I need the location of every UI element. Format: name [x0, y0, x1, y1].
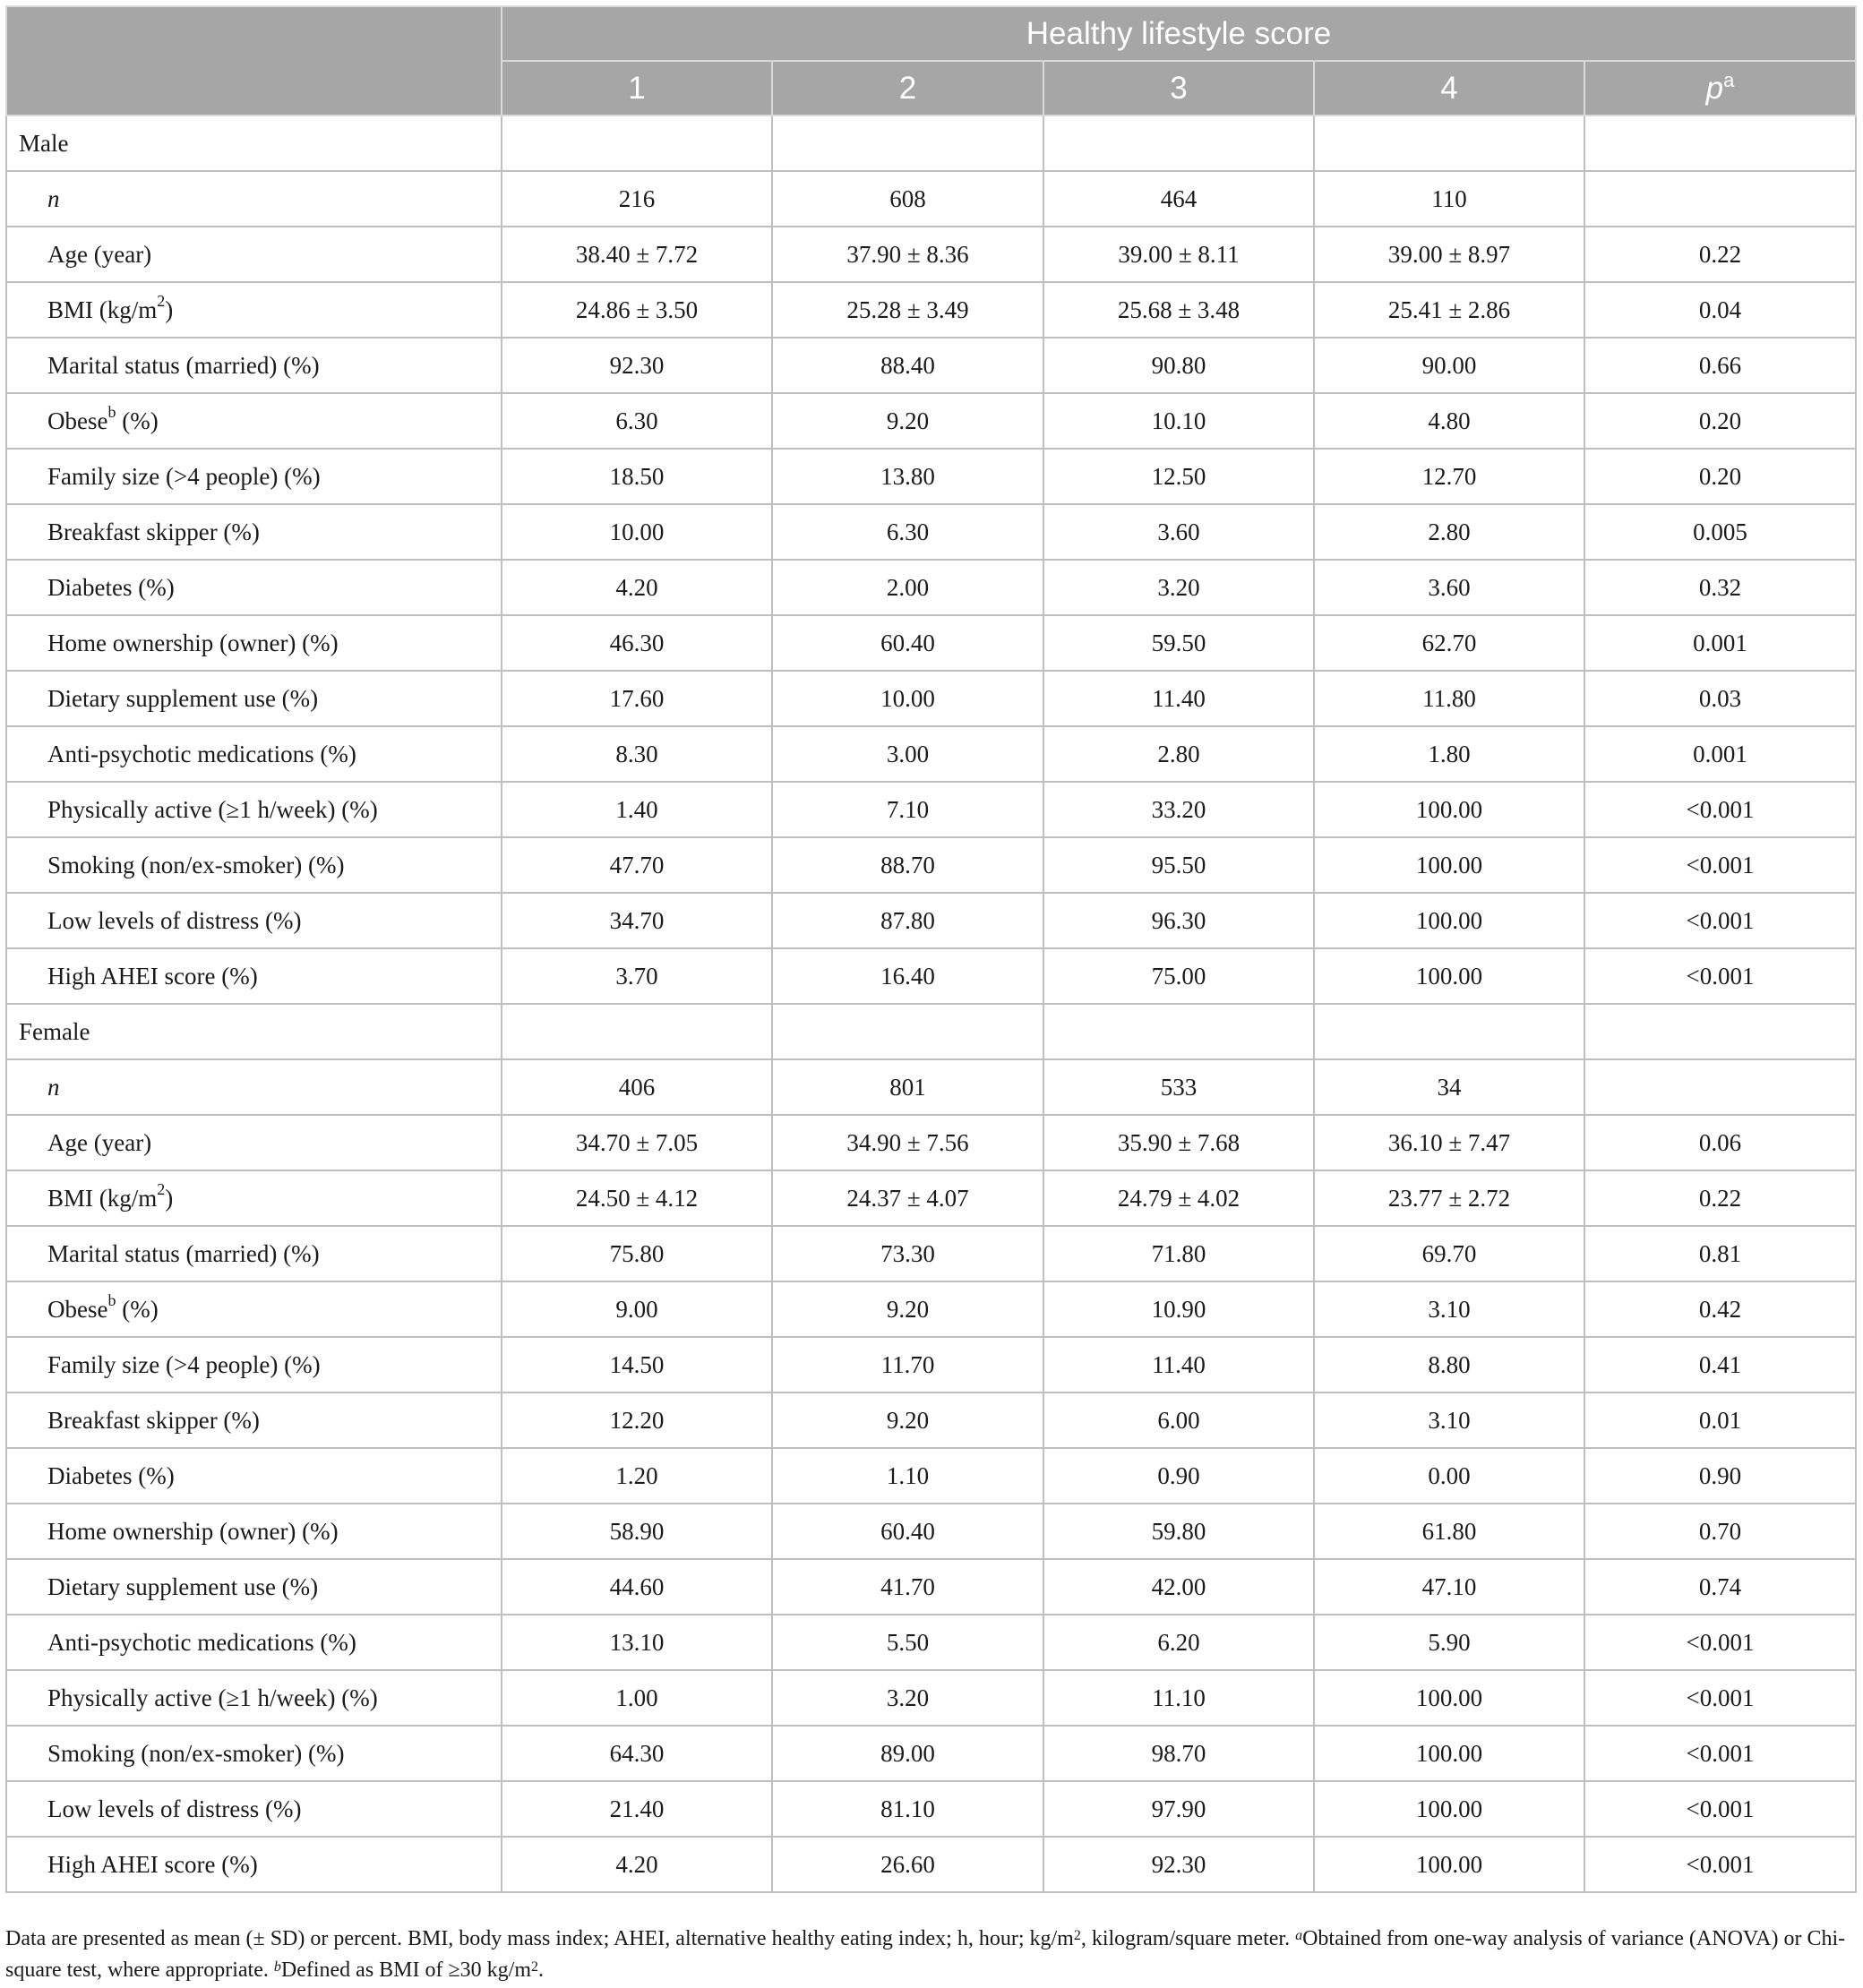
table-header: [6, 6, 1856, 116]
p-value-cell: 0.005: [1584, 504, 1856, 560]
score-4-cell: 0.00: [1314, 1448, 1584, 1504]
table-row: [6, 1726, 1856, 1781]
row-label-text: Low levels of distress (%): [47, 906, 302, 934]
table-row: [6, 1392, 1856, 1448]
score-3-cell: 10.10: [1043, 393, 1314, 449]
row-label-suffix: ): [165, 1184, 174, 1212]
header-row-group: [6, 6, 1856, 61]
score-4-cell: 100.00: [1314, 782, 1584, 837]
row-label: [6, 1115, 502, 1170]
table-body: [6, 116, 1856, 1892]
score-3-cell: 92.30: [1043, 1837, 1314, 1892]
row-label-suffix: ): [165, 296, 174, 323]
score-3-cell: 35.90 ± 7.68: [1043, 1115, 1314, 1170]
score-3-cell: 25.68 ± 3.48: [1043, 282, 1314, 338]
table-row: [6, 615, 1856, 671]
row-label: [6, 393, 502, 449]
row-label-text: Diabetes (%): [47, 573, 175, 601]
p-value-cell: <0.001: [1584, 782, 1856, 837]
row-label: [6, 893, 502, 948]
table-row: [6, 282, 1856, 338]
row-label-text: Dietary supplement use (%): [47, 684, 319, 712]
score-4-cell: 100.00: [1314, 893, 1584, 948]
score-2-cell: 41.70: [772, 1559, 1043, 1615]
row-label-text: Anti-psychotic medications (%): [47, 1628, 356, 1656]
header-col-2: 2: [772, 61, 1043, 116]
score-3-cell: 3.60: [1043, 504, 1314, 560]
row-label-text: Anti-psychotic medications (%): [47, 740, 356, 767]
score-2-cell: 60.40: [772, 615, 1043, 671]
row-label-text: Smoking (non/ex-smoker) (%): [47, 851, 345, 878]
table-row: [6, 338, 1856, 393]
score-4-cell: 25.41 ± 2.86: [1314, 282, 1584, 338]
score-4-cell: 3.10: [1314, 1392, 1584, 1448]
empty-cell: [1584, 1004, 1856, 1059]
p-value-cell: [1584, 171, 1856, 227]
row-label-text: Obese: [47, 1295, 108, 1323]
row-label: [6, 449, 502, 504]
score-4-cell: 110: [1314, 171, 1584, 227]
score-3-cell: 6.20: [1043, 1615, 1314, 1670]
row-label-text: Breakfast skipper (%): [47, 518, 260, 545]
score-2-cell: 5.50: [772, 1615, 1043, 1670]
score-2-cell: 3.20: [772, 1670, 1043, 1726]
score-1-cell: 18.50: [502, 449, 772, 504]
row-label-sup: 2: [157, 291, 166, 310]
score-3-cell: 0.90: [1043, 1448, 1314, 1504]
score-4-cell: 90.00: [1314, 338, 1584, 393]
score-3-cell: 6.00: [1043, 1392, 1314, 1448]
score-2-cell: 25.28 ± 3.49: [772, 282, 1043, 338]
p-value-cell: <0.001: [1584, 1837, 1856, 1892]
score-4-cell: 100.00: [1314, 837, 1584, 893]
row-label: [6, 1837, 502, 1892]
row-label-text: BMI (kg/m: [47, 1184, 158, 1212]
table-row: [6, 837, 1856, 893]
p-value-cell: 0.42: [1584, 1281, 1856, 1337]
score-4-cell: 100.00: [1314, 1670, 1584, 1726]
table-row: [6, 1670, 1856, 1726]
row-label-text: Obese: [47, 407, 108, 434]
score-4-cell: 12.70: [1314, 449, 1584, 504]
p-value-cell: <0.001: [1584, 1781, 1856, 1837]
table-row: [6, 1559, 1856, 1615]
empty-cell: [1314, 116, 1584, 171]
p-value-cell: 0.41: [1584, 1337, 1856, 1392]
empty-cell: [772, 1004, 1043, 1059]
p-value-cell: <0.001: [1584, 1726, 1856, 1781]
row-label-text: Home ownership (owner) (%): [47, 629, 339, 656]
footnote-text-3: Obtained from one-way analysis of variance (ANOVA) or Chi-square test, where appropriate.: [5, 1927, 1846, 1982]
score-3-cell: 90.80: [1043, 338, 1314, 393]
footnote-sup-1: 2: [1073, 1928, 1081, 1943]
row-label-text: Dietary supplement use (%): [47, 1572, 319, 1600]
score-3-cell: 24.79 ± 4.02: [1043, 1170, 1314, 1226]
score-4-cell: 100.00: [1314, 948, 1584, 1004]
table-row: [6, 948, 1856, 1004]
row-label-suffix: (%): [116, 1295, 159, 1323]
score-3-cell: 11.40: [1043, 1337, 1314, 1392]
header-p-sup: a: [1723, 68, 1735, 91]
table-row: [6, 1337, 1856, 1392]
header-corner-cell: [6, 6, 502, 116]
header-col-3: 3: [1043, 61, 1314, 116]
p-value-cell: 0.66: [1584, 338, 1856, 393]
score-2-cell: 16.40: [772, 948, 1043, 1004]
p-value-cell: 0.001: [1584, 615, 1856, 671]
row-label-text: Physically active (≥1 h/week) (%): [47, 1684, 378, 1711]
table-row: [6, 893, 1856, 948]
section-row-female: [6, 1004, 1856, 1059]
score-1-cell: 17.60: [502, 671, 772, 726]
score-1-cell: 58.90: [502, 1504, 772, 1559]
score-1-cell: 21.40: [502, 1781, 772, 1837]
empty-cell: [1584, 116, 1856, 171]
score-2-cell: 10.00: [772, 671, 1043, 726]
row-label: [6, 282, 502, 338]
score-2-cell: 2.00: [772, 560, 1043, 615]
score-1-cell: 12.20: [502, 1392, 772, 1448]
score-1-cell: 64.30: [502, 1726, 772, 1781]
score-3-cell: 42.00: [1043, 1559, 1314, 1615]
row-label-text: Marital status (married) (%): [47, 1239, 320, 1267]
score-4-cell: 100.00: [1314, 1837, 1584, 1892]
p-value-cell: 0.06: [1584, 1115, 1856, 1170]
section-label: Female: [6, 1004, 502, 1059]
row-label-text: Diabetes (%): [47, 1461, 175, 1489]
table-row: [6, 393, 1856, 449]
row-label-text: Family size (>4 people) (%): [47, 462, 321, 490]
score-2-cell: 88.40: [772, 338, 1043, 393]
score-1-cell: 1.20: [502, 1448, 772, 1504]
footnote-text-5: .: [538, 1958, 545, 1982]
row-label: [6, 504, 502, 560]
score-1-cell: 216: [502, 171, 772, 227]
score-4-cell: 36.10 ± 7.47: [1314, 1115, 1584, 1170]
p-value-cell: [1584, 1059, 1856, 1115]
row-label-text: Family size (>4 people) (%): [47, 1350, 321, 1378]
score-2-cell: 37.90 ± 8.36: [772, 227, 1043, 282]
row-label-sup: b: [107, 1290, 116, 1309]
table-row: [6, 1059, 1856, 1115]
score-3-cell: 96.30: [1043, 893, 1314, 948]
score-4-cell: 5.90: [1314, 1615, 1584, 1670]
score-1-cell: 9.00: [502, 1281, 772, 1337]
score-3-cell: 33.20: [1043, 782, 1314, 837]
row-label: [6, 1504, 502, 1559]
score-2-cell: 26.60: [772, 1837, 1043, 1892]
score-3-cell: 3.20: [1043, 560, 1314, 615]
p-value-cell: <0.001: [1584, 837, 1856, 893]
table-row: [6, 671, 1856, 726]
score-4-cell: 100.00: [1314, 1726, 1584, 1781]
score-4-cell: 8.80: [1314, 1337, 1584, 1392]
row-label: [6, 948, 502, 1004]
p-value-cell: 0.81: [1584, 1226, 1856, 1281]
p-value-cell: 0.20: [1584, 449, 1856, 504]
row-label-text: Smoking (non/ex-smoker) (%): [47, 1739, 345, 1767]
row-label: [6, 171, 502, 227]
row-label-text: Marital status (married) (%): [47, 351, 320, 379]
score-1-cell: 4.20: [502, 560, 772, 615]
row-label-text: Physically active (≥1 h/week) (%): [47, 795, 378, 823]
row-label: [6, 560, 502, 615]
score-2-cell: 9.20: [772, 1392, 1043, 1448]
row-label-sup: b: [107, 402, 116, 421]
p-value-cell: <0.001: [1584, 1670, 1856, 1726]
score-4-cell: 61.80: [1314, 1504, 1584, 1559]
table-row: [6, 1615, 1856, 1670]
row-label: [6, 671, 502, 726]
score-3-cell: 11.40: [1043, 671, 1314, 726]
score-4-cell: 11.80: [1314, 671, 1584, 726]
header-col-4: 4: [1314, 61, 1584, 116]
score-3-cell: 59.80: [1043, 1504, 1314, 1559]
row-label-suffix: (%): [116, 407, 159, 434]
score-2-cell: 6.30: [772, 504, 1043, 560]
score-1-cell: 44.60: [502, 1559, 772, 1615]
score-3-cell: 59.50: [1043, 615, 1314, 671]
row-label-text: BMI (kg/m: [47, 296, 158, 323]
score-3-cell: 97.90: [1043, 1781, 1314, 1837]
header-group-label: Healthy lifestyle score: [502, 6, 1856, 61]
score-2-cell: 608: [772, 171, 1043, 227]
row-label: [6, 1615, 502, 1670]
score-2-cell: 24.37 ± 4.07: [772, 1170, 1043, 1226]
score-1-cell: 1.40: [502, 782, 772, 837]
footnote-text-1: Data are presented as mean (± SD) or percent. BMI, body mass index; AHEI, alternative healthy eating index; h, hour; kg/m: [5, 1927, 1074, 1950]
p-value-cell: <0.001: [1584, 1615, 1856, 1670]
score-4-cell: 23.77 ± 2.72: [1314, 1170, 1584, 1226]
row-label: [6, 1670, 502, 1726]
score-2-cell: 1.10: [772, 1448, 1043, 1504]
row-label-text: Age (year): [47, 1128, 152, 1156]
score-1-cell: 8.30: [502, 726, 772, 782]
footnote-sup-b: b: [273, 1959, 281, 1975]
row-label: [6, 1281, 502, 1337]
table-row: [6, 449, 1856, 504]
row-label: [6, 1170, 502, 1226]
score-1-cell: 3.70: [502, 948, 772, 1004]
score-1-cell: 10.00: [502, 504, 772, 560]
score-1-cell: 34.70 ± 7.05: [502, 1115, 772, 1170]
footnote-text-4: Defined as BMI of ≥30 kg/m: [280, 1958, 532, 1982]
score-1-cell: 24.50 ± 4.12: [502, 1170, 772, 1226]
empty-cell: [1043, 1004, 1314, 1059]
score-2-cell: 88.70: [772, 837, 1043, 893]
row-label: [6, 1337, 502, 1392]
table-row: [6, 1781, 1856, 1837]
score-3-cell: 75.00: [1043, 948, 1314, 1004]
score-3-cell: 10.90: [1043, 1281, 1314, 1337]
table-row: [6, 1837, 1856, 1892]
p-value-cell: 0.74: [1584, 1559, 1856, 1615]
section-label: Male: [6, 116, 502, 171]
p-value-cell: 0.04: [1584, 282, 1856, 338]
score-1-cell: 38.40 ± 7.72: [502, 227, 772, 282]
p-value-cell: 0.001: [1584, 726, 1856, 782]
score-2-cell: 89.00: [772, 1726, 1043, 1781]
score-4-cell: 100.00: [1314, 1781, 1584, 1837]
score-4-cell: 39.00 ± 8.97: [1314, 227, 1584, 282]
score-2-cell: 9.20: [772, 1281, 1043, 1337]
score-1-cell: 47.70: [502, 837, 772, 893]
row-label-text: High AHEI score (%): [47, 1850, 258, 1878]
header-col-p: [1584, 61, 1856, 116]
row-label: [6, 1392, 502, 1448]
row-label: [6, 1059, 502, 1115]
p-value-cell: <0.001: [1584, 893, 1856, 948]
footnote-sup-a: a: [1295, 1928, 1303, 1943]
table-footnote: [5, 1924, 1858, 1986]
score-1-cell: 1.00: [502, 1670, 772, 1726]
score-4-cell: 69.70: [1314, 1226, 1584, 1281]
table-row: [6, 782, 1856, 837]
score-3-cell: 464: [1043, 171, 1314, 227]
score-1-cell: 24.86 ± 3.50: [502, 282, 772, 338]
score-4-cell: 3.60: [1314, 560, 1584, 615]
score-2-cell: 3.00: [772, 726, 1043, 782]
empty-cell: [502, 1004, 772, 1059]
p-value-cell: 0.90: [1584, 1448, 1856, 1504]
score-3-cell: 98.70: [1043, 1726, 1314, 1781]
score-4-cell: 3.10: [1314, 1281, 1584, 1337]
row-label: [6, 837, 502, 893]
score-2-cell: 9.20: [772, 393, 1043, 449]
score-1-cell: 406: [502, 1059, 772, 1115]
score-2-cell: 7.10: [772, 782, 1043, 837]
row-label: [6, 1226, 502, 1281]
score-2-cell: 87.80: [772, 893, 1043, 948]
row-label: [6, 338, 502, 393]
row-label-text: Low levels of distress (%): [47, 1795, 302, 1822]
score-1-cell: 6.30: [502, 393, 772, 449]
row-label-text: n: [47, 184, 60, 212]
score-4-cell: 1.80: [1314, 726, 1584, 782]
score-2-cell: 73.30: [772, 1226, 1043, 1281]
score-2-cell: 801: [772, 1059, 1043, 1115]
section-row-male: [6, 116, 1856, 171]
table-row: [6, 1170, 1856, 1226]
footnote-text-2: , kilogram/square meter.: [1080, 1927, 1296, 1950]
score-3-cell: 2.80: [1043, 726, 1314, 782]
table-row: [6, 726, 1856, 782]
p-value-cell: 0.70: [1584, 1504, 1856, 1559]
table-row: [6, 1281, 1856, 1337]
score-3-cell: 71.80: [1043, 1226, 1314, 1281]
score-4-cell: 47.10: [1314, 1559, 1584, 1615]
score-4-cell: 62.70: [1314, 615, 1584, 671]
row-label-sup: 2: [157, 1179, 166, 1198]
row-label-text: Home ownership (owner) (%): [47, 1517, 339, 1545]
score-1-cell: 46.30: [502, 615, 772, 671]
score-1-cell: 13.10: [502, 1615, 772, 1670]
row-label-text: High AHEI score (%): [47, 962, 258, 990]
score-2-cell: 60.40: [772, 1504, 1043, 1559]
header-p-label: p: [1705, 70, 1724, 106]
row-label-text: Breakfast skipper (%): [47, 1406, 260, 1434]
score-3-cell: 11.10: [1043, 1670, 1314, 1726]
score-3-cell: 12.50: [1043, 449, 1314, 504]
p-value-cell: 0.32: [1584, 560, 1856, 615]
row-label: [6, 1448, 502, 1504]
data-table: [5, 5, 1857, 1893]
score-1-cell: 34.70: [502, 893, 772, 948]
empty-cell: [502, 116, 772, 171]
row-label: [6, 1559, 502, 1615]
table-row: [6, 171, 1856, 227]
table-row: [6, 1504, 1856, 1559]
score-2-cell: 11.70: [772, 1337, 1043, 1392]
score-4-cell: 2.80: [1314, 504, 1584, 560]
score-3-cell: 95.50: [1043, 837, 1314, 893]
p-value-cell: 0.01: [1584, 1392, 1856, 1448]
p-value-cell: 0.03: [1584, 671, 1856, 726]
empty-cell: [1043, 116, 1314, 171]
row-label: [6, 726, 502, 782]
row-label: [6, 227, 502, 282]
score-3-cell: 39.00 ± 8.11: [1043, 227, 1314, 282]
empty-cell: [1314, 1004, 1584, 1059]
p-value-cell: 0.22: [1584, 227, 1856, 282]
table-row: [6, 504, 1856, 560]
score-1-cell: 75.80: [502, 1226, 772, 1281]
row-label-text: Age (year): [47, 240, 152, 268]
empty-cell: [772, 116, 1043, 171]
score-3-cell: 533: [1043, 1059, 1314, 1115]
row-label: [6, 615, 502, 671]
table-row: [6, 1115, 1856, 1170]
score-1-cell: 14.50: [502, 1337, 772, 1392]
table-row: [6, 227, 1856, 282]
score-1-cell: 4.20: [502, 1837, 772, 1892]
score-2-cell: 13.80: [772, 449, 1043, 504]
table-row: [6, 1226, 1856, 1281]
score-2-cell: 81.10: [772, 1781, 1043, 1837]
row-label: [6, 1781, 502, 1837]
p-value-cell: 0.20: [1584, 393, 1856, 449]
score-4-cell: 34: [1314, 1059, 1584, 1115]
score-2-cell: 34.90 ± 7.56: [772, 1115, 1043, 1170]
score-4-cell: 4.80: [1314, 393, 1584, 449]
p-value-cell: <0.001: [1584, 948, 1856, 1004]
score-1-cell: 92.30: [502, 338, 772, 393]
table-row: [6, 1448, 1856, 1504]
header-col-1: 1: [502, 61, 772, 116]
row-label: [6, 1726, 502, 1781]
footnote-sup-4: 2: [531, 1959, 539, 1975]
row-label-text: n: [47, 1073, 60, 1101]
table-row: [6, 560, 1856, 615]
p-value-cell: 0.22: [1584, 1170, 1856, 1226]
row-label: [6, 782, 502, 837]
